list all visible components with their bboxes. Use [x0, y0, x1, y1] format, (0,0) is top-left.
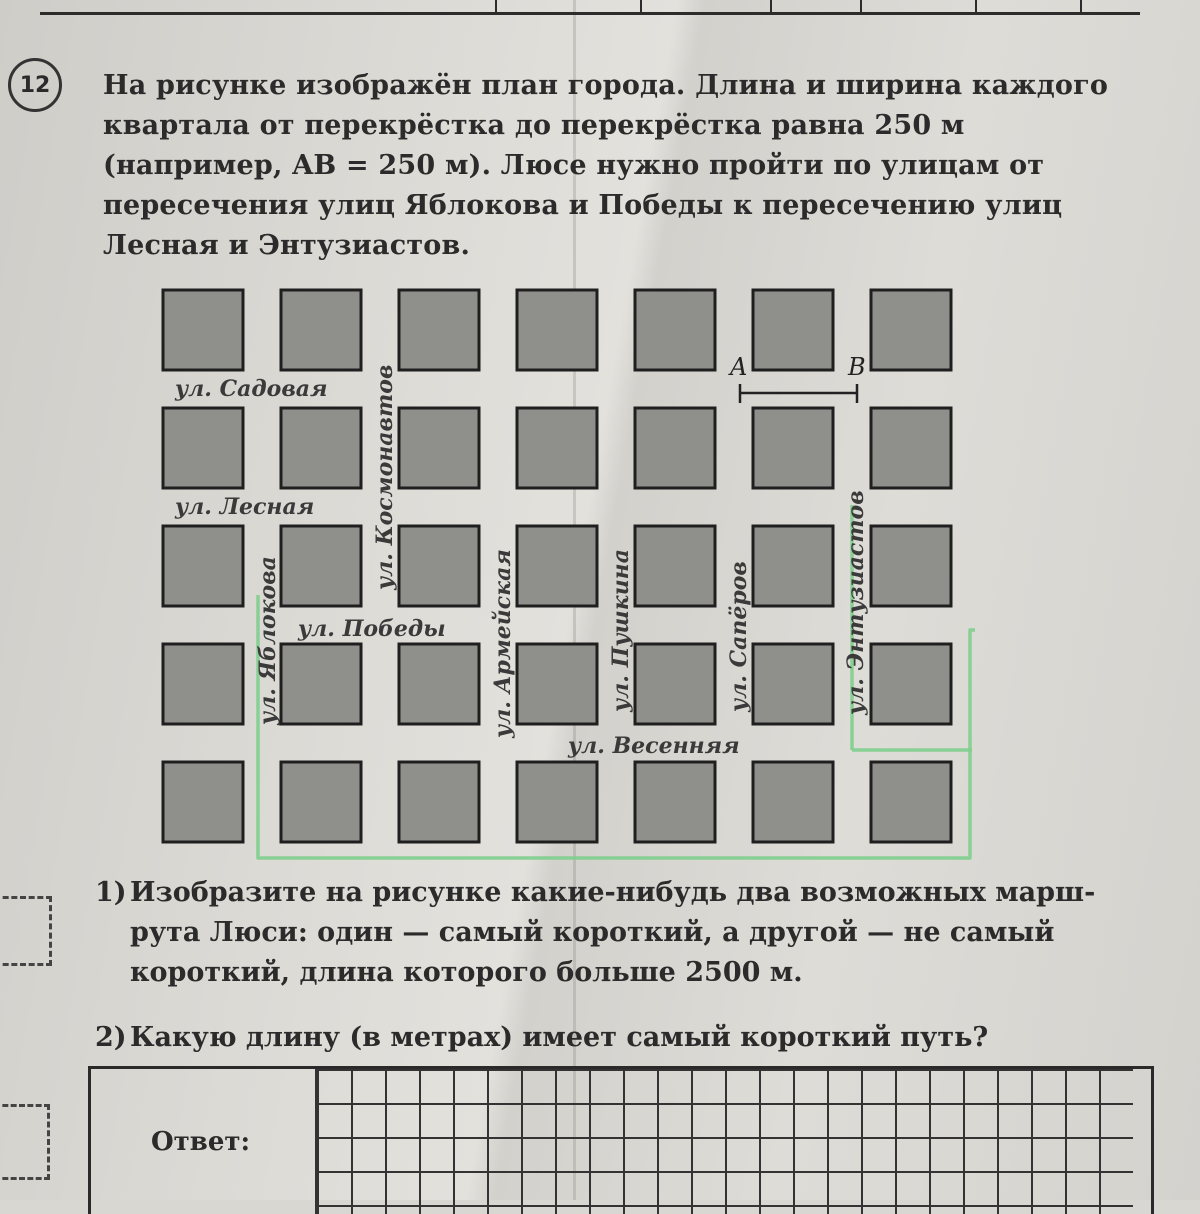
city-block	[281, 290, 361, 370]
problem-statement: На рисунке изображён план города. Длина и ширина каждого квартала от перекрёстка до перекрёстка равна 250 м (например, AB = 250 м). Люсе нужно пройти по улицам от пересечения улиц Яблокова и Победы к пересечению улиц Лесная и Энтузиастов.	[103, 70, 1109, 261]
city-block	[281, 408, 361, 488]
question-2	[95, 1018, 1145, 1058]
point-b-label: B	[848, 353, 866, 381]
question-1-line-3: короткий, длина которого больше 2500 м.	[130, 957, 803, 988]
city-block	[871, 290, 951, 370]
city-block	[163, 526, 243, 606]
city-block	[871, 762, 951, 842]
point-a-label: A	[730, 353, 748, 381]
street-saperov: ул. Сапёров	[726, 561, 752, 712]
street-entuziastov: ул. Энтузиастов	[843, 490, 869, 715]
question-1-line-1: Изобразите на рисунке какие-нибудь два возможных марш-	[130, 877, 1096, 908]
city-block	[163, 290, 243, 370]
answer-check-box-2	[0, 1104, 50, 1180]
street-pushkina: ул. Пушкина	[608, 549, 634, 712]
question-2-number: 2)	[95, 1022, 127, 1053]
question-2-text: Какую длину (в метрах) имеет самый короткий путь?	[130, 1022, 989, 1053]
answer-label: Ответ:	[151, 1127, 251, 1157]
street-armeyskaya: ул. Армейская	[490, 549, 516, 738]
answer-input-grid[interactable]	[315, 1069, 1133, 1214]
city-block	[753, 290, 833, 370]
city-block	[517, 408, 597, 488]
city-block	[635, 644, 715, 724]
city-block	[281, 526, 361, 606]
city-block	[753, 762, 833, 842]
city-block	[871, 408, 951, 488]
city-block	[871, 526, 951, 606]
city-block	[163, 644, 243, 724]
city-block	[753, 526, 833, 606]
answer-box	[88, 1066, 1154, 1214]
city-block	[517, 526, 597, 606]
city-block	[399, 290, 479, 370]
city-block	[399, 644, 479, 724]
city-block	[871, 644, 951, 724]
city-block	[753, 408, 833, 488]
question-1-line-2: рута Люси: один — самый короткий, а другой — не самый	[130, 917, 1055, 948]
question-1	[95, 873, 1145, 993]
city-block	[635, 526, 715, 606]
city-block	[399, 526, 479, 606]
street-sadovaya: ул. Садовая	[175, 376, 328, 402]
city-blocks	[163, 290, 951, 842]
task-number-badge: 12	[8, 58, 62, 112]
city-block	[753, 644, 833, 724]
street-pobedy: ул. Победы	[298, 616, 446, 642]
street-vesennyaya: ул. Весенняя	[568, 733, 740, 759]
city-block	[635, 290, 715, 370]
city-block	[163, 408, 243, 488]
city-block	[163, 762, 243, 842]
city-block	[281, 644, 361, 724]
city-block	[517, 762, 597, 842]
street-kosmonavtov: ул. Космонавтов	[372, 364, 398, 590]
answer-check-box-1	[0, 896, 52, 966]
city-block	[635, 762, 715, 842]
street-yablokova: ул. Яблокова	[255, 556, 281, 725]
street-lesnaya: ул. Лесная	[175, 494, 315, 520]
city-block	[281, 762, 361, 842]
city-block	[517, 644, 597, 724]
city-block	[399, 408, 479, 488]
question-1-number: 1)	[95, 877, 127, 908]
city-block	[635, 408, 715, 488]
city-block	[399, 762, 479, 842]
city-block	[517, 290, 597, 370]
